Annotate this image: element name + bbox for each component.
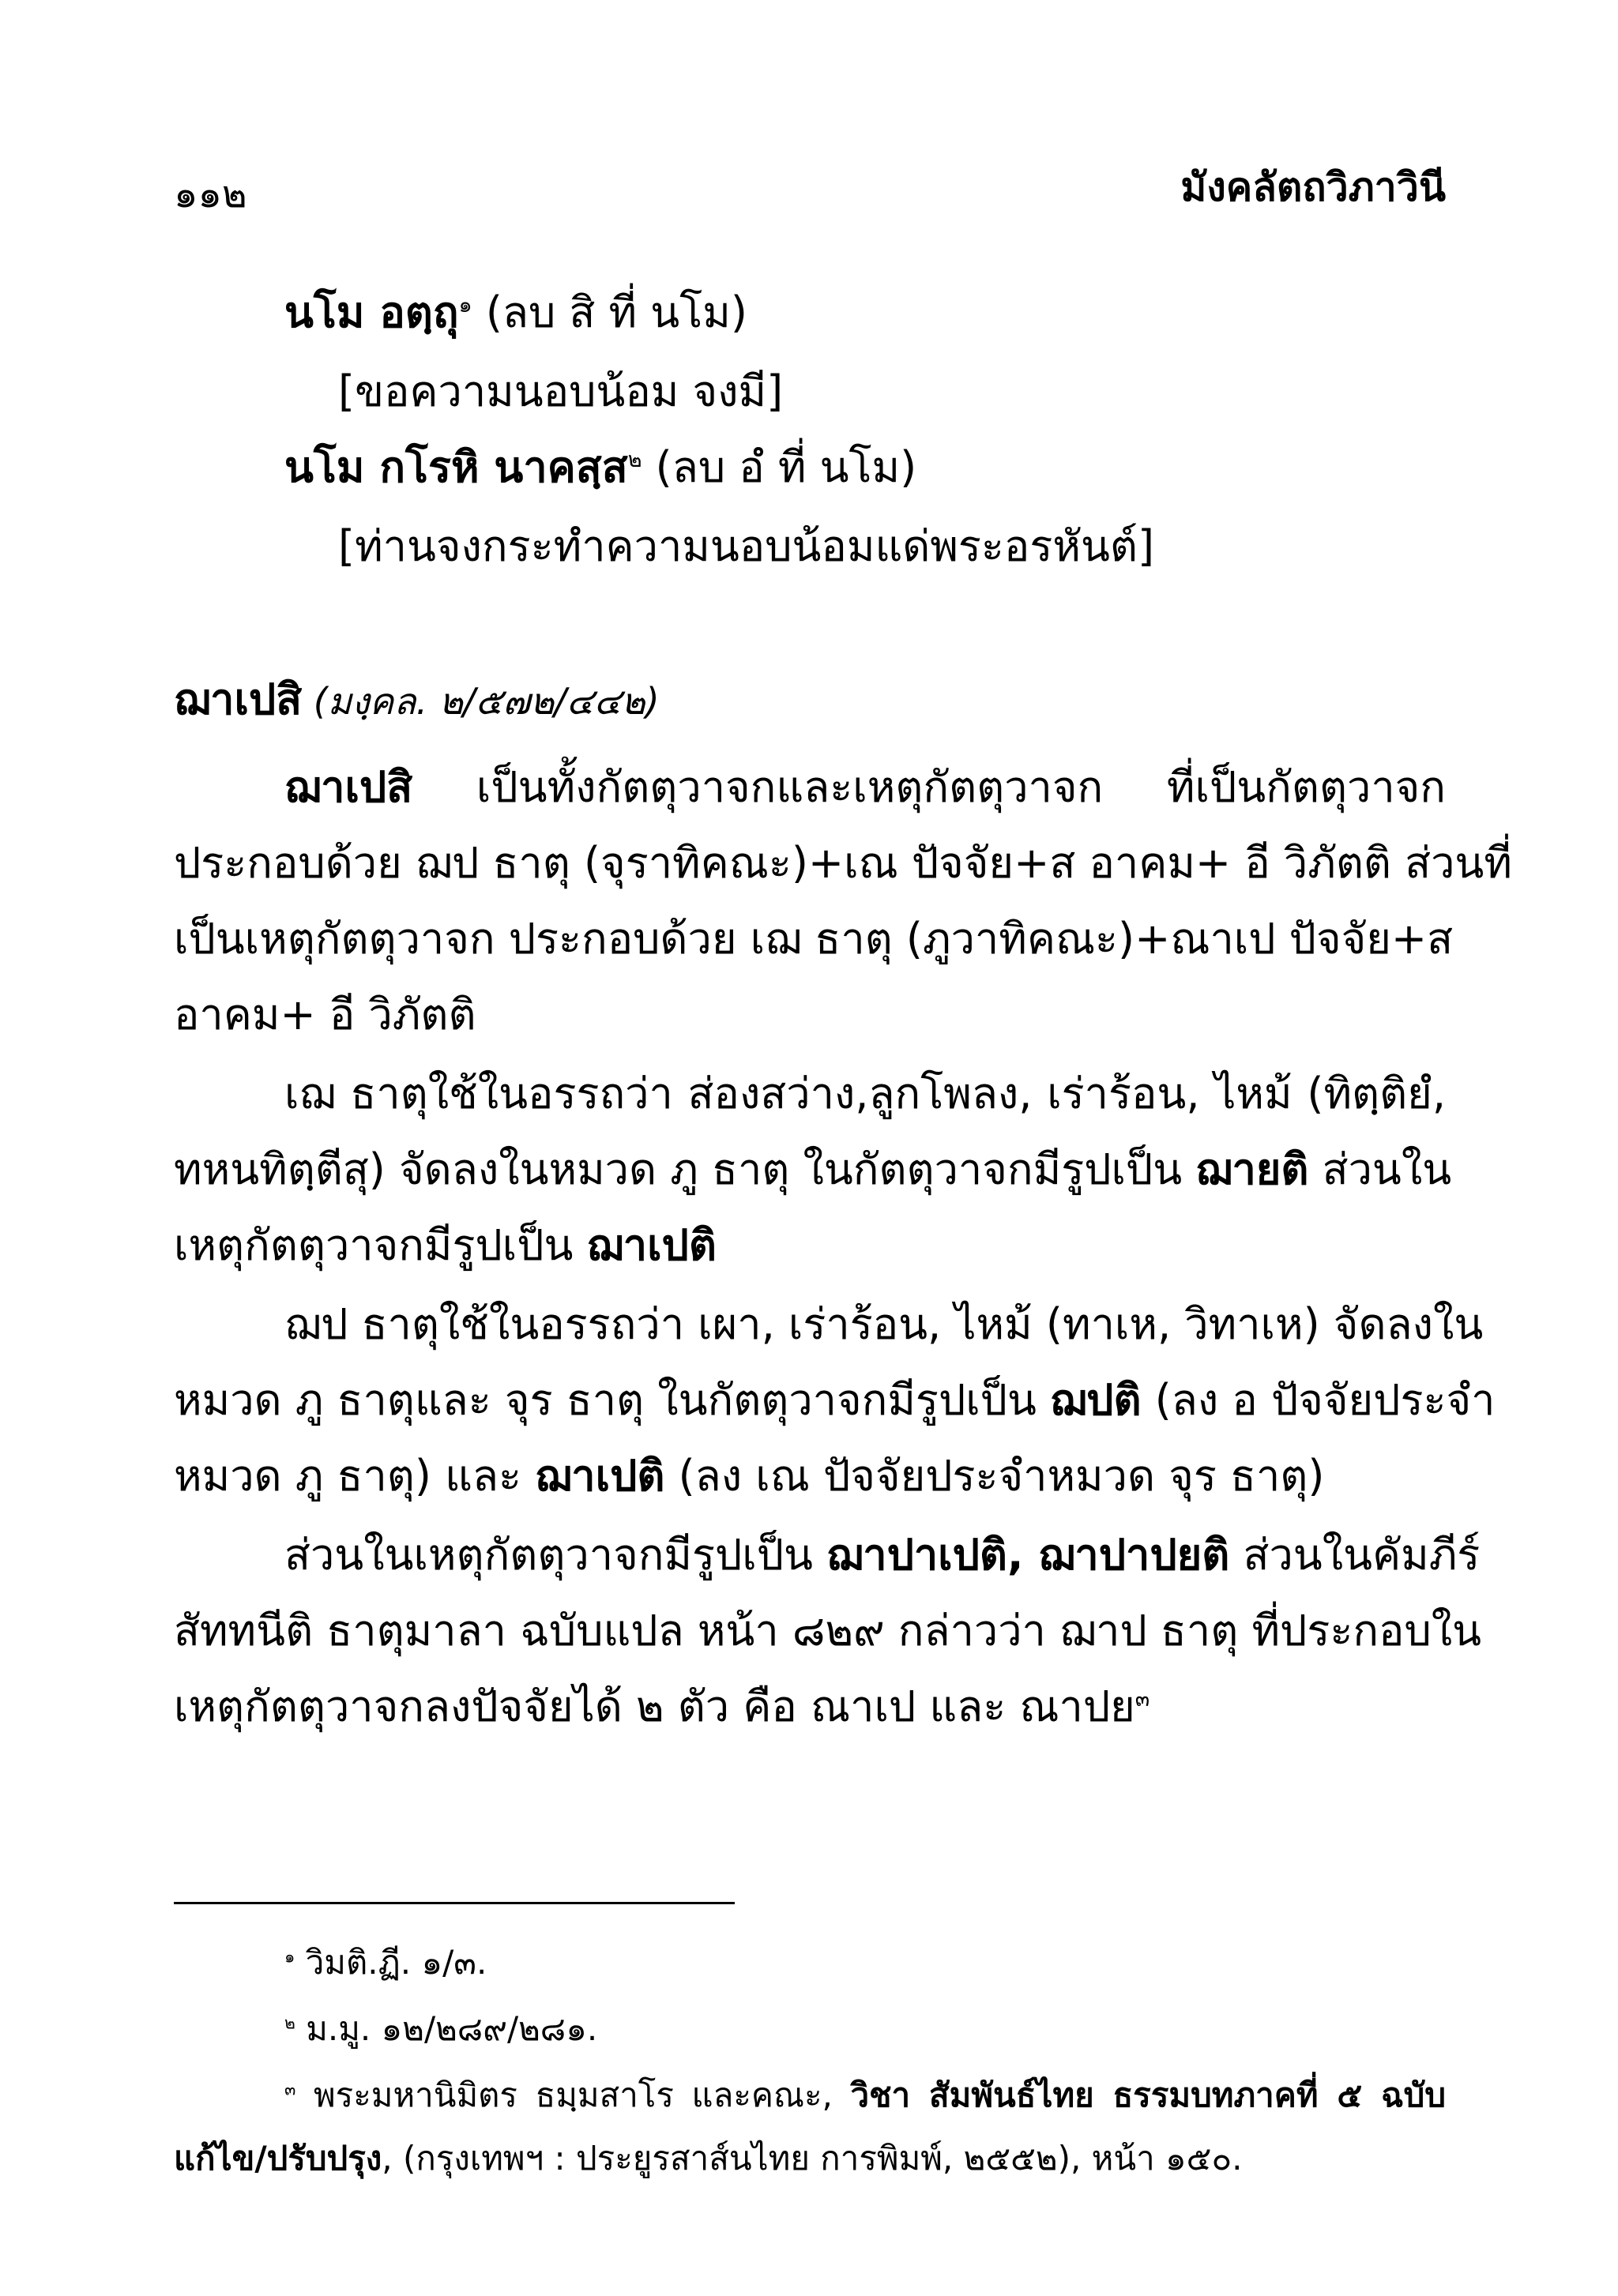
footnote-3-mark: ๓ — [284, 2080, 296, 2099]
footnote-3-bold-title: วิชา สัมพันธ์ไทย ธรรมบทภาคที่ ๕ ฉบับ — [850, 2076, 1446, 2114]
footnote-3-bold-edition: แก้ไข/ปรับปรุง — [174, 2139, 382, 2178]
p1-line-3: เป็นเหตุกัตตุวาจก ประกอบด้วย เฌ ธาตุ (ภูวาทิคณะ)+ณาเป ปัจจัย+ส — [174, 914, 1454, 964]
footnote-1 — [284, 1943, 487, 1982]
footnote-ref-3[interactable]: ๓ — [1134, 1687, 1150, 1712]
section-heading — [174, 665, 660, 733]
p4-line-1 — [284, 1530, 1481, 1580]
p3-line-3-end: (ลง เณ ปัจจัยประจำหมวด จุร ธาตุ) — [664, 1451, 1325, 1501]
footnote-1-text: วิมติ.ฏี. ๑/๓. — [295, 1943, 487, 1982]
p2-line-2-text: ทหนทิตฺตีสุ) จัดลงในหมวด ภู ธาตุ ในกัตตุวาจกมีรูปเป็น — [174, 1144, 1196, 1194]
p2-term-2: ฌาเปติ — [586, 1220, 717, 1270]
p4-line-1-text: ส่วนในเหตุกัตตุวาจกมีรูปเป็น — [284, 1530, 827, 1580]
example-2-translation: [ท่านจงกระทำความนอบน้อมแด่พระอรหันต์] — [338, 521, 1155, 571]
p1-term: ฌาเปสิ — [284, 762, 413, 812]
example-1-pali: นโม อตฺถุ — [284, 287, 459, 337]
footnote-3-line-2 — [174, 2139, 1243, 2178]
example-2-pali: นโม กโรหิ นาคสฺส — [284, 442, 628, 492]
p4-line-2: สัททนีติ ธาตุมาลา ฉบับแปล หน้า ๘๒๙ กล่าวว่า ฌาป ธาตุ ที่ประกอบใน — [174, 1606, 1482, 1655]
p3-term-1: ฌปติ — [1050, 1375, 1142, 1425]
p4-line-3-text: เหตุกัตตุวาจกลงปัจจัยได้ ๒ ตัว คือ ณาเป และ ณาปย — [174, 1682, 1135, 1731]
p3-line-2-end: (ลง อ ปัจจัยประจำ — [1141, 1375, 1496, 1425]
footnote-2-text: ม.มู. ๑๒/๒๘๙/๒๘๑. — [295, 2009, 598, 2048]
footnote-3-text-b: , (กรุงเทพฯ : ประยูรสาส์นไทย การพิมพ์, ๒๕๕๒), หน้า ๑๕๐. — [382, 2139, 1243, 2178]
p3-term-2: ฌาเปติ — [535, 1451, 665, 1501]
footnote-ref-2[interactable]: ๒ — [627, 448, 642, 473]
p4-line-1-end: ส่วนในคัมภีร์ — [1229, 1530, 1481, 1580]
p1-line-2: ประกอบด้วย ฌป ธาตุ (จุราทิคณะ)+เณ ปัจจัย+ส อาคม+ อี วิภัตติ ส่วนที่ — [174, 838, 1512, 888]
p3-line-1: ฌป ธาตุใช้ในอรรถว่า เผา, เร่าร้อน, ไหม้ (ทาเห, วิทาเห) จัดลงใน — [284, 1299, 1484, 1349]
section-reference: (มงฺคล. ๒/๕๗๒/๔๔๒) — [302, 680, 660, 723]
p1-line-4: อาคม+ อี วิภัตติ — [174, 990, 476, 1039]
example-2-note: (ลบ อํ ที่ นโม) — [642, 442, 917, 492]
footnote-1-mark: ๑ — [284, 1947, 295, 1967]
example-1-line — [284, 278, 747, 346]
p2-line-3-text: เหตุกัตตุวาจกมีรูปเป็น — [174, 1220, 587, 1270]
footnote-2-mark: ๒ — [284, 2013, 295, 2033]
p3-line-3 — [174, 1451, 1446, 1501]
p3-line-3-text: หมวด ภู ธาตุ) และ — [174, 1451, 536, 1501]
example-1-translation: [ขอความนอบน้อม จงมี] — [338, 366, 784, 416]
p3-line-2 — [174, 1375, 1496, 1425]
p4-terms: ฌาปาเปติ, ฌาปาปยติ — [826, 1530, 1230, 1580]
footnote-3-text-a: พระมหานิมิตร ธมฺมสาโร และคณะ, — [295, 2076, 851, 2114]
p2-line-2-end: ส่วนใน — [1308, 1144, 1452, 1194]
page-number: ๑๑๒ — [174, 172, 247, 216]
example-1-note: (ลบ สิ ที่ นโม) — [472, 287, 747, 337]
footnote-divider — [174, 1902, 735, 1904]
book-title: มังคลัตถวิภาวินี — [1180, 164, 1446, 210]
section-title: ฌาเปสิ — [174, 675, 303, 724]
footnote-ref-1[interactable]: ๑ — [458, 293, 472, 318]
example-2-line — [284, 433, 916, 501]
footnote-3-line-1 — [284, 2076, 1446, 2114]
p2-line-2 — [174, 1144, 1452, 1194]
footnote-2 — [284, 2009, 598, 2048]
p1-line-1 — [284, 762, 1446, 812]
p3-line-2-text: หมวด ภู ธาตุและ จุร ธาตุ ในกัตตุวาจกมีรูปเป็น — [174, 1375, 1051, 1425]
p1-line-1-text: เป็นทั้งกัตตุวาจกและเหตุกัตตุวาจก ที่เป็นกัตตุวาจก — [412, 762, 1446, 812]
p2-term-1: ฌายติ — [1195, 1144, 1309, 1194]
p2-line-1: เฌ ธาตุใช้ในอรรถว่า ส่องสว่าง,ลูกโพลง, เร่าร้อน, ไหม้ (ทิตฺติยํ, — [284, 1069, 1446, 1118]
p4-line-3 — [174, 1682, 1446, 1731]
p2-line-3 — [174, 1220, 1446, 1270]
